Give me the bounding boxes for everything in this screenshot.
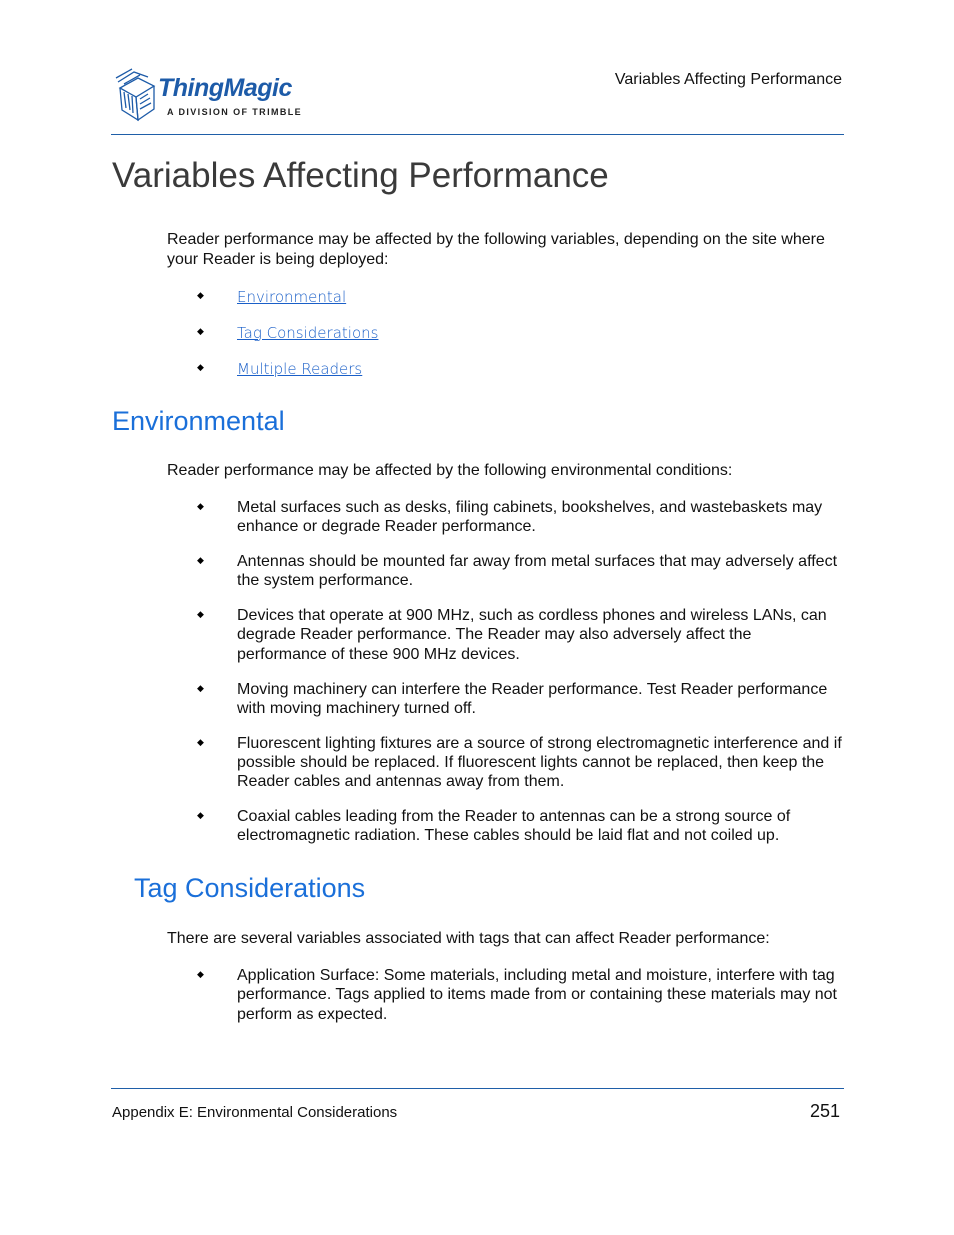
heading-environmental: Environmental [112, 406, 285, 436]
link-multiple-readers[interactable]: Multiple Readers [237, 359, 363, 378]
diamond-bullet-icon: ◆ [197, 609, 204, 620]
list-item-text: Antennas should be mounted far away from metal surfaces that may adversely affect the system performance. [237, 553, 838, 590]
list-item [195, 324, 845, 343]
running-head: Variables Affecting Performance [614, 71, 842, 88]
list-item [195, 606, 845, 664]
list-item-text: Application Surface: Some materials, including metal and moisture, interfere with tag performance. Tags applied to items made from or containing these materials may not perform as expected. [237, 967, 837, 1023]
list-item [195, 498, 845, 537]
page-number: 251 [809, 1101, 840, 1121]
diamond-bullet-icon: ◆ [197, 326, 204, 337]
logo-cube-icon [114, 68, 160, 122]
list-item-text: Devices that operate at 900 MHz, such as cordless phones and wireless LANs, can degrade Reader performance. The Reader may also adversely affect the performance of these 900 MHz devices. [237, 607, 827, 663]
list-item [195, 360, 845, 379]
tag-considerations-list [195, 966, 845, 1039]
list-item [195, 807, 845, 846]
header-rule [111, 134, 844, 135]
list-item [195, 552, 845, 591]
diamond-bullet-icon: ◆ [197, 501, 204, 511]
list-item [195, 680, 845, 719]
list-item-text: Fluorescent lighting fixtures are a source of strong electromagnetic interference and if possible should be replaced. If fluorescent lights cannot be replaced, then keep the Reader cables and antennas away from them. [237, 734, 842, 791]
footer-rule [111, 1088, 844, 1089]
logo-subtitle: A DIVISION OF TRIMBLE [167, 107, 303, 117]
list-item-text: Metal surfaces such as desks, filing cabinets, bookshelves, and wastebaskets may enhance or degrade Reader performance. [237, 499, 823, 536]
diamond-bullet-icon: ◆ [197, 969, 204, 979]
link-tag-considerations[interactable]: Tag Considerations [237, 323, 379, 342]
link-environmental[interactable]: Environmental [237, 288, 347, 306]
environmental-intro: Reader performance may be affected by the following environmental conditions: [167, 462, 733, 479]
page-title: Variables Affecting Performance [112, 156, 609, 195]
logo-wordmark: ThingMagic [158, 74, 292, 102]
list-item [195, 734, 845, 792]
thingmagic-logo [114, 68, 314, 124]
diamond-bullet-icon: ◆ [197, 291, 204, 301]
diamond-bullet-icon: ◆ [197, 555, 204, 566]
heading-tag-considerations: Tag Considerations [134, 873, 366, 903]
intro-paragraph: Reader performance may be affected by the following variables, depending on the site where your Reader is being deployed: [167, 231, 825, 268]
diamond-bullet-icon: ◆ [197, 810, 204, 821]
diamond-bullet-icon: ◆ [197, 362, 204, 373]
tag-considerations-intro: There are several variables associated with tags that can affect Reader performance: [167, 930, 770, 947]
footer-chapter-title: Appendix E: Environmental Considerations [112, 1104, 398, 1121]
list-item-text: Moving machinery can interfere the Reader performance. Test Reader performance with moving machinery turned off. [237, 680, 828, 717]
list-item [195, 288, 845, 307]
list-item [195, 966, 845, 1024]
section-link-list [195, 288, 845, 395]
environmental-list [195, 498, 845, 861]
diamond-bullet-icon: ◆ [197, 736, 204, 747]
diamond-bullet-icon: ◆ [197, 682, 204, 693]
list-item-text: Coaxial cables leading from the Reader to antennas can be a strong source of electromagnetic radiation. These cables should be laid flat and not coiled up. [237, 808, 791, 845]
